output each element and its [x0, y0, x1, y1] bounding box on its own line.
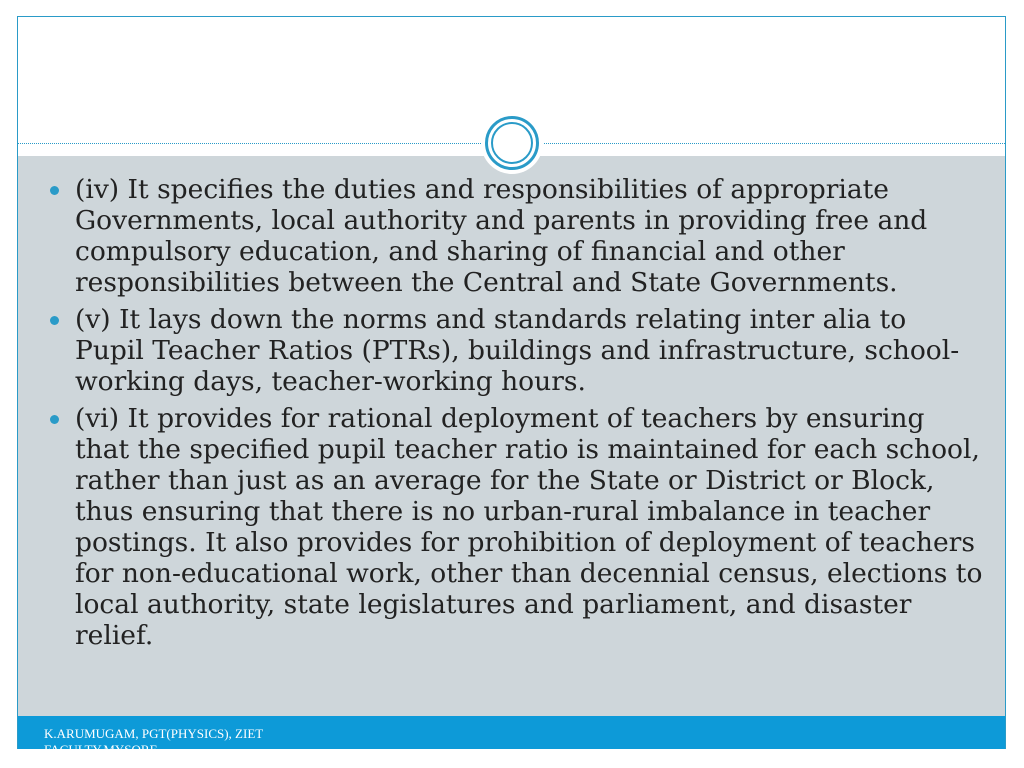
bullet-icon	[50, 316, 59, 325]
bullet-text: (vi) It provides for rational deployment of teachers by ensuring that the specified pupil teacher ratio is maintained for each school, rather than just as an average for the State or District or Block, thus ensuring that there is no urban-rural imbalance in teacher postings. It also provides for prohibition of deployment of teachers for non-educational work, other than decennial census, elections to local authority, state legislatures and parliament, and disaster relief.	[75, 403, 983, 651]
bullet-item	[48, 403, 983, 651]
bullet-icon	[50, 186, 59, 195]
bullet-text: (v) It lays down the norms and standards relating inter alia to Pupil Teacher Ratios (PTRs), buildings and infrastructure, school-working days, teacher-working hours.	[75, 304, 960, 397]
footer-text: K.ARUMUGAM, PGT(PHYSICS), ZIET FACULTY,MYSORE	[44, 726, 263, 757]
bullet-text: (iv) It specifies the duties and responsibilities of appropriate Governments, local authority and parents in providing free and compulsory education, and sharing of financial and other responsibilities between the Central and State Governments.	[75, 174, 928, 298]
bullet-icon	[50, 415, 59, 424]
divider-circle-inner	[491, 122, 533, 164]
bullet-list	[48, 174, 983, 657]
bullet-item	[48, 174, 983, 298]
bullet-item	[48, 304, 983, 397]
footer-bar	[18, 716, 1005, 757]
